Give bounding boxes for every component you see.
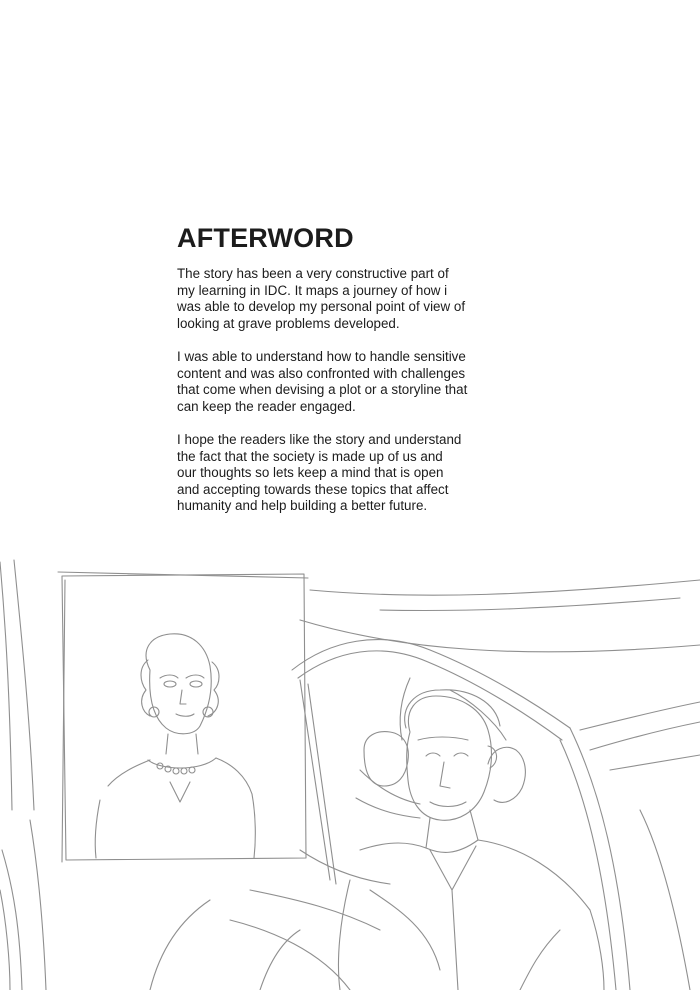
ceiling-line <box>310 580 700 595</box>
paragraph-2 <box>177 349 497 415</box>
paragraph-line: my learning in IDC. It maps a journey of how i <box>177 282 448 298</box>
door-line <box>260 930 300 990</box>
picture-frame <box>58 572 308 578</box>
door-line <box>0 890 10 990</box>
paragraph-line: was able to develop my personal point of view of <box>177 299 466 314</box>
paragraph-line: the fact that the society is made up of us and <box>177 448 443 464</box>
paragraph-line: The story has been a very constructive part of <box>177 266 449 281</box>
paragraph-3 <box>177 432 497 515</box>
ceiling-line <box>300 620 700 652</box>
paragraph-line: looking at grave problems developed. <box>177 315 400 331</box>
pencil-sketch-illustration-icon <box>0 550 700 990</box>
wall-line <box>14 560 34 810</box>
wall-line <box>0 562 12 810</box>
door-line <box>640 810 690 990</box>
paragraph-line: I was able to understand how to handle sensitive <box>177 349 466 364</box>
door-line <box>520 930 560 990</box>
paragraph-line: and accepting towards these topics that affect <box>177 481 449 497</box>
paragraph-line: content and was also confronted with challenges <box>177 365 466 381</box>
afterword-section <box>177 222 497 532</box>
paragraph-1 <box>177 266 497 332</box>
picture-frame <box>62 574 306 860</box>
paragraph-line: that come when devising a plot or a storyline that <box>177 382 468 397</box>
paragraph-line: I hope the readers like the story and understand <box>177 432 462 447</box>
portrait-woman <box>95 634 255 858</box>
paragraph-line: our thoughts so lets keep a mind that is open <box>177 465 444 480</box>
page-title: AFTERWORD <box>177 223 354 253</box>
door-line <box>150 900 210 990</box>
paragraph-line: humanity and help building a better future. <box>177 498 428 513</box>
ceiling-line <box>380 598 680 611</box>
headrest <box>488 747 525 802</box>
paragraph-line: can keep the reader engaged. <box>177 398 356 414</box>
wall-line <box>30 820 46 990</box>
man-figure <box>338 690 604 990</box>
